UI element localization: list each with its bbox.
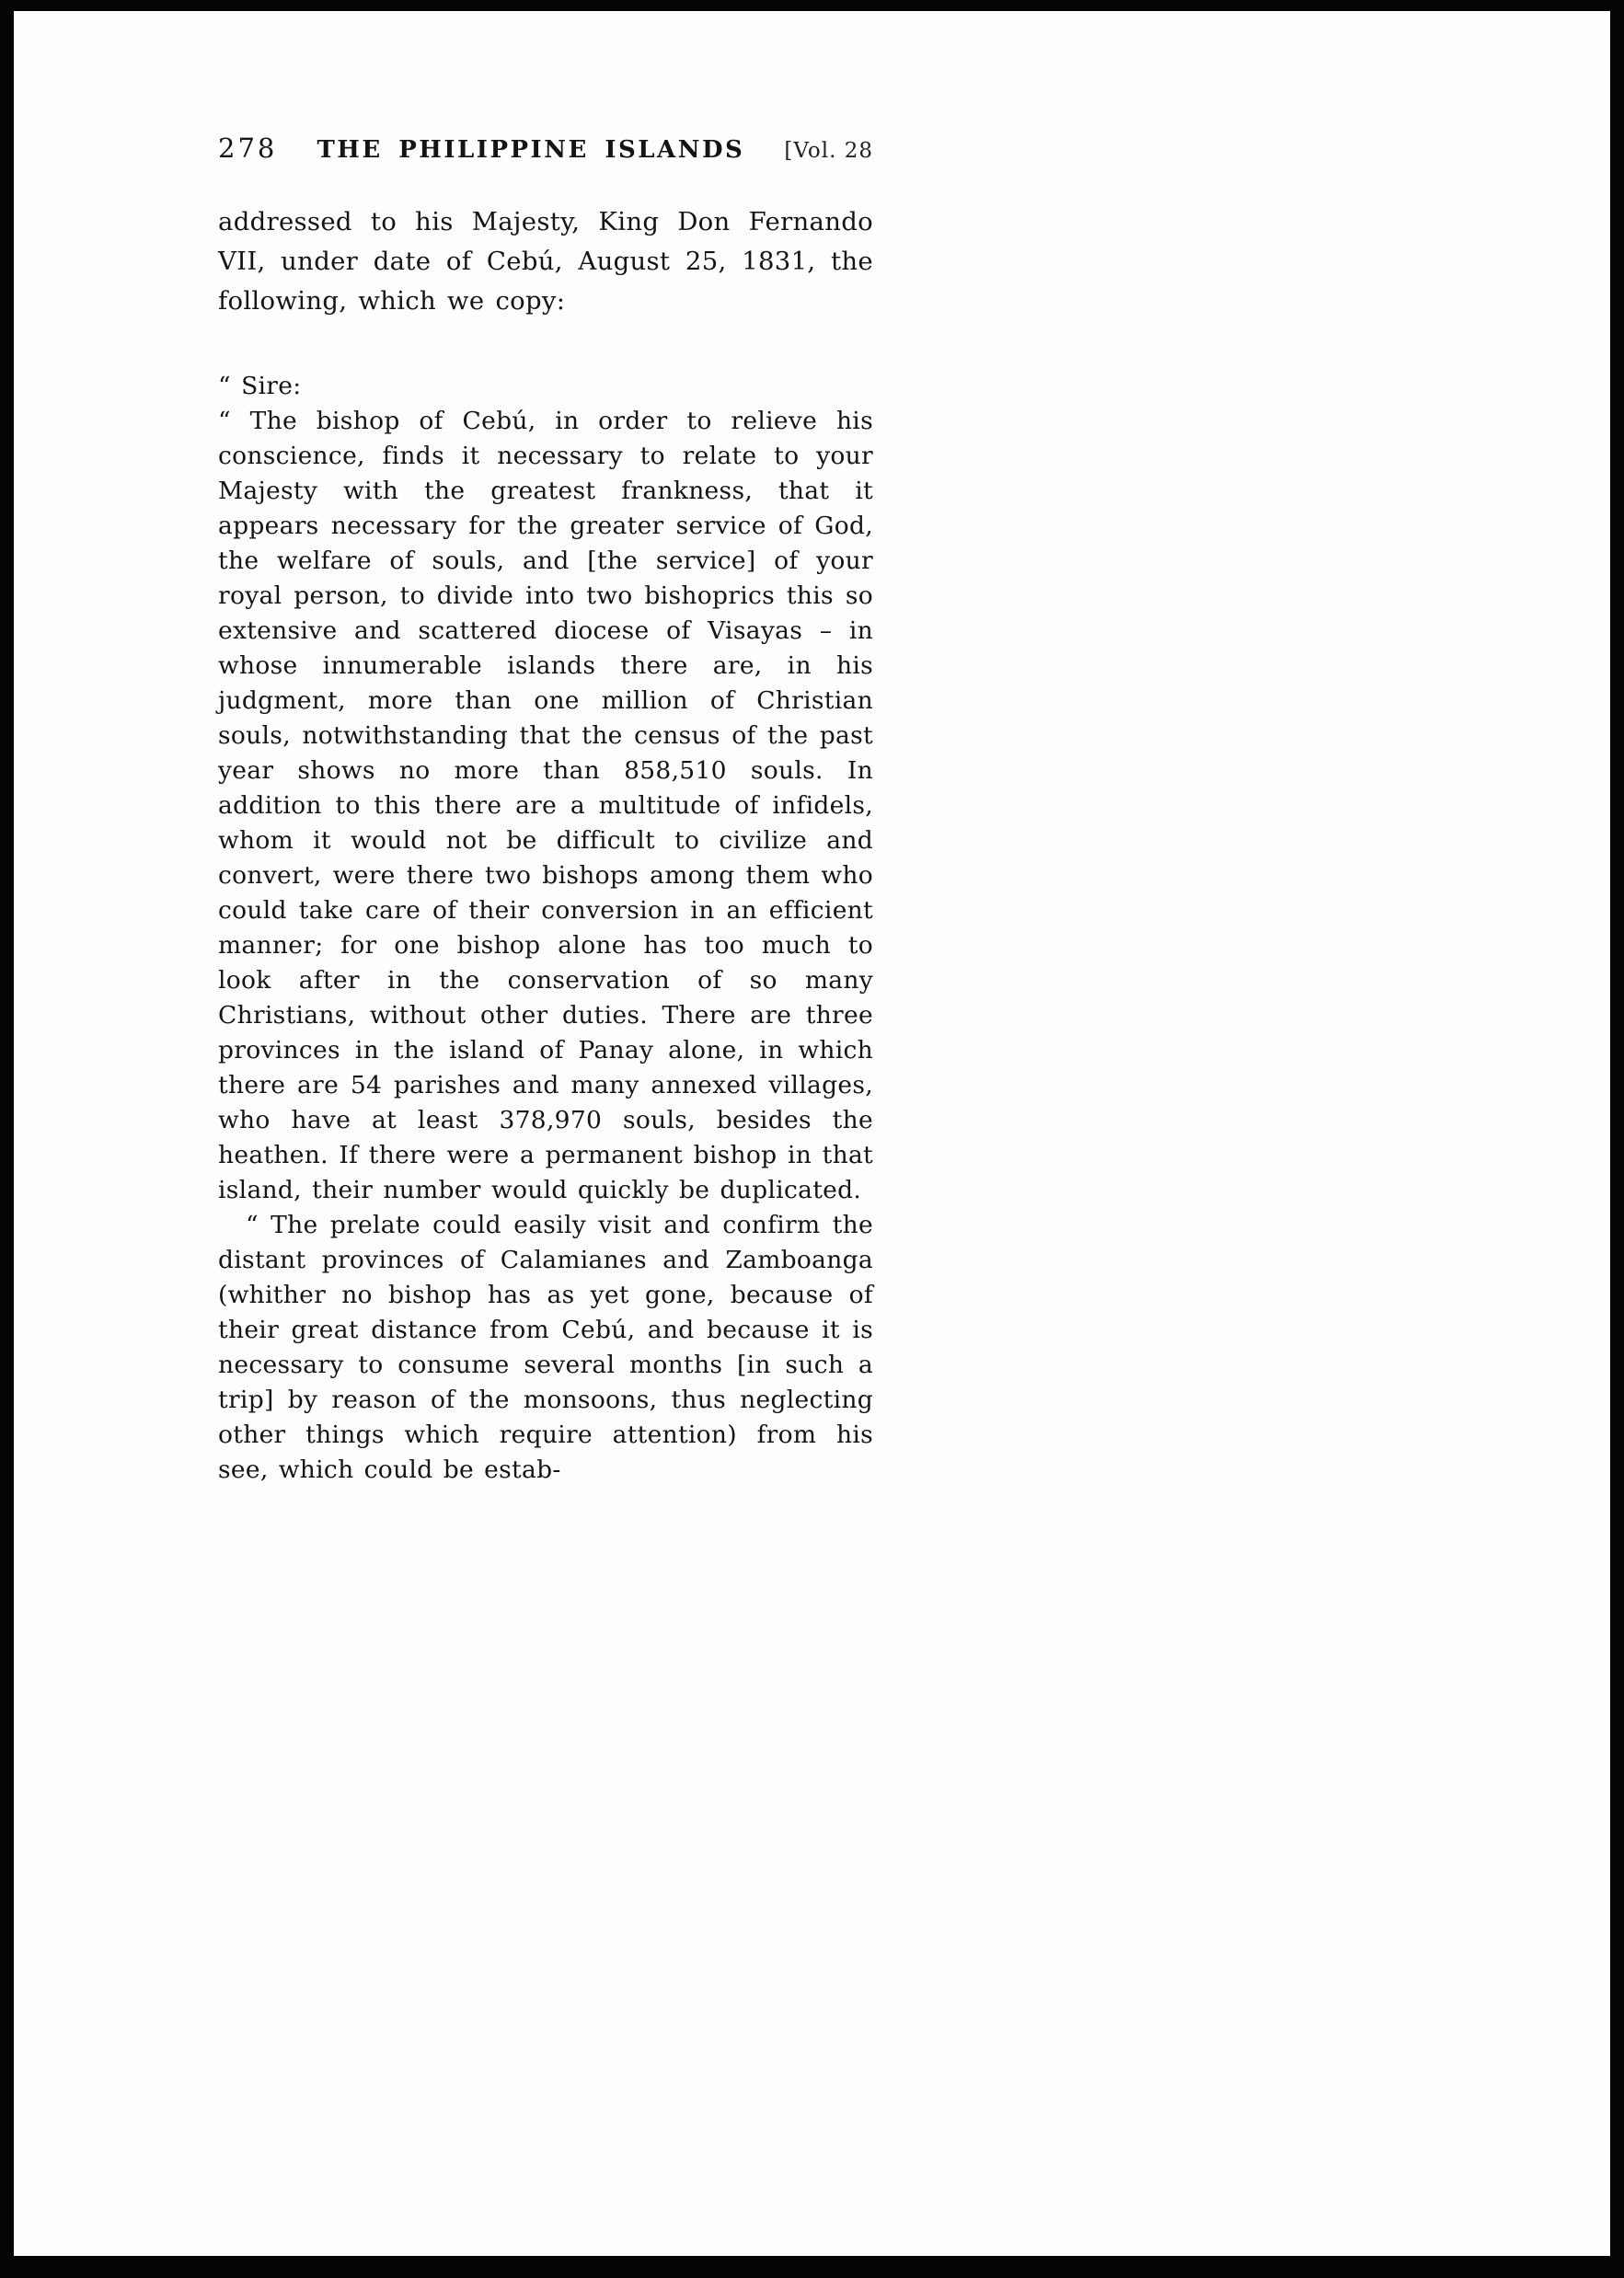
book-page	[14, 11, 1610, 2256]
page-header	[218, 132, 873, 164]
running-title: THE PHILIPPINE ISLANDS	[317, 136, 745, 164]
paragraph-letter-body-2: “ The prelate could easily visit and confirm the distant provinces of Calamianes and Zamboanga (whither no bishop has as yet gone, because of their great distance from Cebú, and because it is necessary to consume several months [in such a trip] by reason of the monsoons, thus neglecting other things which require attention) from his see, which could be estab-	[218, 1211, 873, 1484]
page-number: 278	[218, 132, 278, 164]
paragraph-letter-body: “ The bishop of Cebú, in order to relieve his conscience, finds it necessary to relate to your Majesty with the greatest frankness, that it appears necessary for the greater service of God, the welfare of souls, and [the service] of your royal person, to divide into two bishoprics this so extensive and scattered diocese of Visayas – in whose innumerable islands there are, in his judgment, more than one million of Christian souls, notwithstanding that the census of the past year shows no more than 858,510 souls. In addition to this there are a multitude of infidels, whom it would not be difficult to civilize and convert, were there two bishops among them who could take care of their conversion in an efficient manner; for one bishop alone has too much to look after in the conservation of so many Christians, without other duties. There are three provinces in the island of Panay alone, in which there are 54 parishes and many annexed villages, who have at least 378,970 souls, besides the heathen. If there were a permanent bishop in that island, their number would quickly be duplicated.	[218, 407, 873, 1204]
paragraph-continuation: addressed to his Majesty, King Don Fernando VII, under date of Cebú, August 25, 1831, the following, which we copy:	[218, 207, 873, 316]
text-column	[218, 132, 873, 1488]
paragraph-salutation: “ Sire:	[218, 372, 302, 400]
page-body	[218, 202, 873, 1488]
volume-label: [Vol. 28	[784, 139, 873, 163]
